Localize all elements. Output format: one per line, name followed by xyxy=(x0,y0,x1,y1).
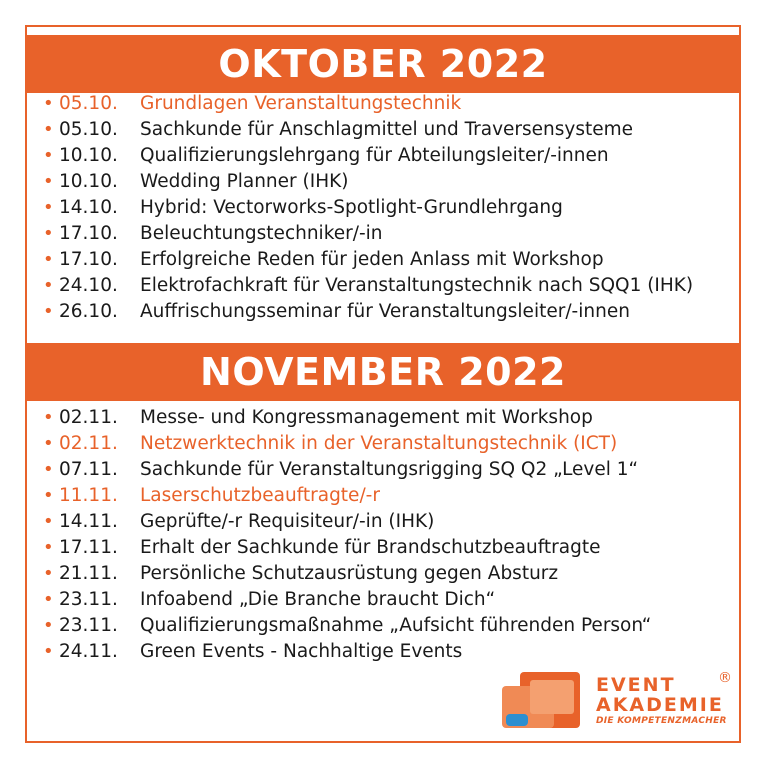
item-title: Green Events - Nachhaltige Events xyxy=(140,641,463,662)
list-item xyxy=(43,561,739,587)
bullet-icon: • xyxy=(43,275,54,296)
list-item xyxy=(43,221,739,247)
item-title: Netzwerktechnik in der Veranstaltungstechnik (ICT) xyxy=(140,433,618,454)
item-date: 02.11. xyxy=(59,433,118,454)
logo-line1: EVENT xyxy=(596,674,676,696)
bullet-icon: • xyxy=(43,249,54,270)
item-date: 10.10. xyxy=(59,171,118,192)
october-list xyxy=(43,91,739,325)
november-heading: NOVEMBER 2022 xyxy=(27,343,739,401)
item-date: 24.10. xyxy=(59,275,118,296)
bullet-icon: • xyxy=(43,407,54,428)
item-date: 10.10. xyxy=(59,145,118,166)
logo-wordmark xyxy=(596,675,724,715)
bullet-icon: • xyxy=(43,589,54,610)
item-date: 07.11. xyxy=(59,459,118,480)
list-item xyxy=(43,483,739,509)
registered-mark: ® xyxy=(718,670,732,686)
item-date: 26.10. xyxy=(59,301,118,322)
bullet-icon: • xyxy=(43,615,54,636)
list-item xyxy=(43,117,739,143)
bullet-icon: • xyxy=(43,537,54,558)
bullet-icon: • xyxy=(43,459,54,480)
list-item xyxy=(43,587,739,613)
item-title: Infoabend „Die Branche braucht Dich“ xyxy=(140,589,496,610)
bullet-icon: • xyxy=(43,197,54,218)
item-date: 05.10. xyxy=(59,93,118,114)
logo-mark-icon xyxy=(502,672,580,728)
item-title: Wedding Planner (IHK) xyxy=(140,171,349,192)
item-date: 23.11. xyxy=(59,615,118,636)
item-title: Sachkunde für Veranstaltungsrigging SQ Q2 „Level 1“ xyxy=(140,459,639,480)
item-title: Messe- und Kongressmanagement mit Workshop xyxy=(140,407,593,428)
item-date: 05.10. xyxy=(59,119,118,140)
item-date: 14.11. xyxy=(59,511,118,532)
logo-tagline: DIE KOMPETENZMACHER xyxy=(596,716,727,726)
bullet-icon: • xyxy=(43,563,54,584)
event-akademie-logo xyxy=(502,670,742,732)
item-title: Laserschutzbeauftragte/-r xyxy=(140,485,380,506)
item-date: 24.11. xyxy=(59,641,118,662)
bullet-icon: • xyxy=(43,433,54,454)
november-list xyxy=(43,405,739,665)
item-title: Qualifizierungslehrgang für Abteilungsleiter/-innen xyxy=(140,145,609,166)
item-title: Persönliche Schutzausrüstung gegen Absturz xyxy=(140,563,559,584)
item-title: Erhalt der Sachkunde für Brandschutzbeauftragte xyxy=(140,537,601,558)
list-item xyxy=(43,509,739,535)
item-date: 17.10. xyxy=(59,249,118,270)
list-item xyxy=(43,195,739,221)
item-title: Auffrischungsseminar für Veranstaltungsleiter/-innen xyxy=(140,301,630,322)
bullet-icon: • xyxy=(43,511,54,532)
item-date: 17.11. xyxy=(59,537,118,558)
list-item xyxy=(43,457,739,483)
list-item xyxy=(43,535,739,561)
item-date: 11.11. xyxy=(59,485,118,506)
item-title: Qualifizierungsmaßnahme „Aufsicht führenden Person“ xyxy=(140,615,652,636)
october-heading: OKTOBER 2022 xyxy=(27,35,739,93)
bullet-icon: • xyxy=(43,223,54,244)
list-item xyxy=(43,639,739,665)
bullet-icon: • xyxy=(43,93,54,114)
bullet-icon: • xyxy=(43,641,54,662)
item-date: 17.10. xyxy=(59,223,118,244)
item-title: Geprüfte/-r Requisiteur/-in (IHK) xyxy=(140,511,435,532)
item-title: Erfolgreiche Reden für jeden Anlass mit Workshop xyxy=(140,249,604,270)
list-item xyxy=(43,169,739,195)
item-date: 21.11. xyxy=(59,563,118,584)
list-item xyxy=(43,613,739,639)
item-title: Elektrofachkraft für Veranstaltungstechnik nach SQQ1 (IHK) xyxy=(140,275,694,296)
bullet-icon: • xyxy=(43,301,54,322)
item-title: Grundlagen Veranstaltungstechnik xyxy=(140,93,462,114)
list-item xyxy=(43,143,739,169)
bullet-icon: • xyxy=(43,145,54,166)
logo-line2: AKADEMIE xyxy=(596,694,724,716)
item-title: Sachkunde für Anschlagmittel und Traversensysteme xyxy=(140,119,634,140)
list-item xyxy=(43,405,739,431)
item-date: 23.11. xyxy=(59,589,118,610)
program-frame xyxy=(25,25,741,743)
item-title: Hybrid: Vectorworks-Spotlight-Grundlehrgang xyxy=(140,197,563,218)
list-item xyxy=(43,299,739,325)
list-item xyxy=(43,247,739,273)
bullet-icon: • xyxy=(43,171,54,192)
bullet-icon: • xyxy=(43,119,54,140)
item-date: 14.10. xyxy=(59,197,118,218)
bullet-icon: • xyxy=(43,485,54,506)
item-date: 02.11. xyxy=(59,407,118,428)
list-item xyxy=(43,91,739,117)
list-item xyxy=(43,431,739,457)
item-title: Beleuchtungstechniker/-in xyxy=(140,223,383,244)
list-item xyxy=(43,273,739,299)
